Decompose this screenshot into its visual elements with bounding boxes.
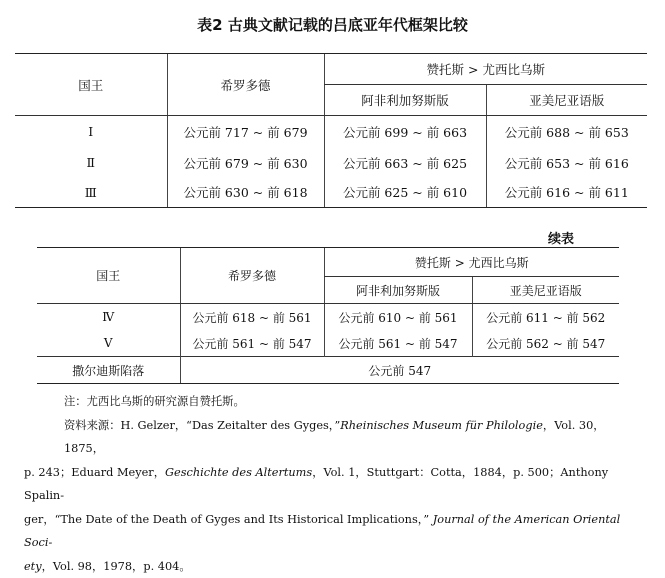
table-title: 表2 古典文献记载的吕底亚年代框架比较 <box>0 14 665 35</box>
fall-label: 撒尔迪斯陷落 <box>37 357 180 384</box>
header-herodotus: 希罗多德 <box>180 248 324 304</box>
herodotus-cell: 公元前 630 ~ 前 618 <box>167 178 324 208</box>
africanus-cell: 公元前 561 ~ 前 547 <box>324 331 472 357</box>
source-line-4: ety，Vol. 98，1978，p. 404。 <box>24 555 624 578</box>
herodotus-cell: 公元前 679 ~ 前 630 <box>167 148 324 178</box>
source-line-1: 资料来源：H. Gelzer，“Das Zeitalter des Gyges，”Rheinisches Museum für Philologie，Vol. 30，1875， <box>64 414 624 461</box>
king-cell: Ⅴ <box>37 331 180 357</box>
note-line: 注：尤西比乌斯的研究源自赞托斯。 <box>64 390 624 414</box>
header-africanus: 阿非利加努斯版 <box>324 277 472 304</box>
armenian-cell: 公元前 688 ~ 前 653 <box>486 116 647 148</box>
fall-value: 公元前 547 <box>180 357 619 384</box>
armenian-cell: 公元前 611 ~ 前 562 <box>472 304 619 331</box>
africanus-cell: 公元前 625 ~ 前 610 <box>324 178 486 208</box>
header-armenian: 亚美尼亚语版 <box>472 277 619 304</box>
continued-label: 续表 <box>548 228 574 247</box>
herodotus-cell: 公元前 618 ~ 前 561 <box>180 304 324 331</box>
header-king: 国王 <box>37 248 180 304</box>
herodotus-cell: 公元前 717 ~ 前 679 <box>167 116 324 148</box>
king-cell: Ⅲ <box>15 178 167 208</box>
source-line-2: p. 243；Eduard Meyer，Geschichte des Altertums，Vol. 1，Stuttgart：Cotta，1884，p. 500；Anthony Spalin- <box>24 461 624 508</box>
chronology-table-continued <box>37 247 619 384</box>
king-cell: Ⅰ <box>15 116 167 148</box>
africanus-cell: 公元前 663 ~ 前 625 <box>324 148 486 178</box>
header-king: 国王 <box>15 54 167 116</box>
africanus-cell: 公元前 699 ~ 前 663 <box>324 116 486 148</box>
herodotus-cell: 公元前 561 ~ 前 547 <box>180 331 324 357</box>
chronology-table <box>15 53 647 208</box>
header-herodotus: 希罗多德 <box>167 54 324 116</box>
king-cell: Ⅱ <box>15 148 167 178</box>
king-cell: Ⅳ <box>37 304 180 331</box>
africanus-cell: 公元前 610 ~ 前 561 <box>324 304 472 331</box>
header-africanus: 阿非利加努斯版 <box>324 85 486 116</box>
header-armenian: 亚美尼亚语版 <box>486 85 647 116</box>
armenian-cell: 公元前 653 ~ 前 616 <box>486 148 647 178</box>
source-line-3: ger，“The Date of the Death of Gyges and Its Historical Implications，” Journal of the American Oriental Soci- <box>24 508 624 555</box>
header-xanthus-eusebius: 赞托斯 > 尤西比乌斯 <box>324 248 619 277</box>
header-xanthus-eusebius: 赞托斯 > 尤西比乌斯 <box>324 54 647 85</box>
armenian-cell: 公元前 562 ~ 前 547 <box>472 331 619 357</box>
table-notes <box>64 390 624 578</box>
armenian-cell: 公元前 616 ~ 前 611 <box>486 178 647 208</box>
